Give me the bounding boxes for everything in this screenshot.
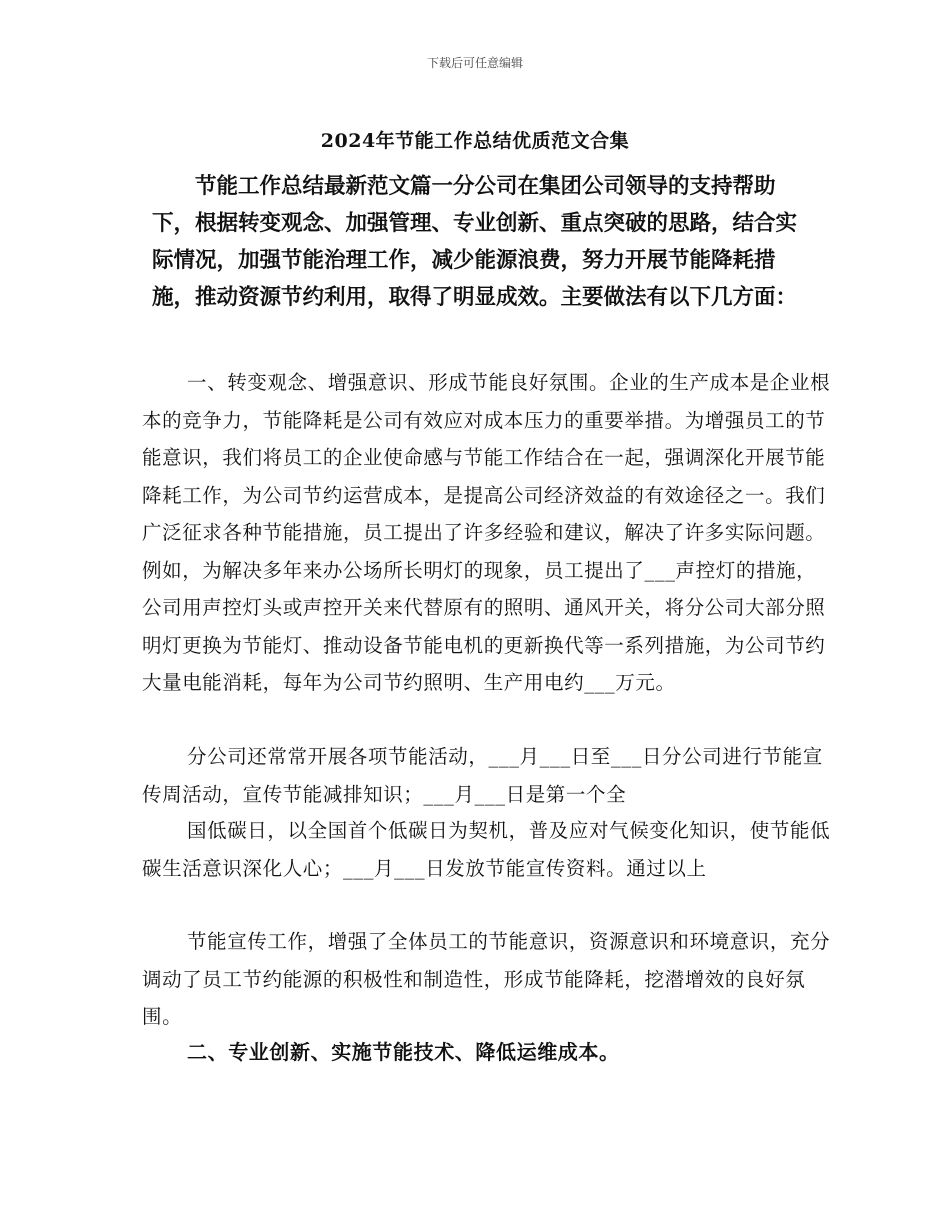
paragraph-section-1: 一、转变观念、增强意识、形成节能良好氛围。企业的生产成本是企业根本的竞争力，节能降耗是公司有效应对成本压力的重要举措。为增强员工的节能意识，我们将员工的企业使命感与节能工作结合在一起，强调深化开展节能降耗工作，为公司节约运营成本，是提高公司经济效益的有效途径之一。我们广泛征求各种节能措施，员工提出了许多经验和建议，解决了许多实际问题。例如，为解决多年来办公场所长明灯的现象，员工提出了___声控灯的措施，公司用声控灯头或声控开关来代替原有的照明、通风开关，将分公司大部分照明灯更换为节能灯、推动设备节能电机的更新换代等一系列措施，为公司节约大量电能消耗，每年为公司节约照明、生产用电约___万元。: [142, 371, 831, 694]
paragraph-activities: 分公司还常常开展各项节能活动，___月___日至___日分公司进行节能宣传周活动，宣传节能减排知识；___月___日是第一个全: [142, 745, 823, 806]
section-heading-2: 二、专业创新、实施节能技术、降低运维成本。: [187, 1040, 620, 1064]
intro-paragraph: 节能工作总结最新范文篇一分公司在集团公司领导的支持帮助下，根据转变观念、加强管理、专业创新、重点突破的思路，结合实际情况，加强节能治理工作，减少能源浪费，努力开展节能降耗措施，推动资源节约利用，取得了明显成效。主要做法有以下几方面：: [152, 174, 798, 310]
paragraph-low-carbon-day: 国低碳日，以全国首个低碳日为契机，普及应对气候变化知识，使节能低碳生活意识深化人心；___月___日发放节能宣传资料。通过以上: [142, 819, 831, 880]
paragraph-awareness: 节能宣传工作，增强了全体员工的节能意识，资源意识和环境意识，充分调动了员工节约能源的积极性和制造性，形成节能降耗，挖潜增效的良好氛围。: [142, 930, 831, 1028]
download-note: 下载后可任意编辑: [426, 56, 523, 70]
document-title: 2024年节能工作总结优质范文合集: [320, 130, 630, 152]
